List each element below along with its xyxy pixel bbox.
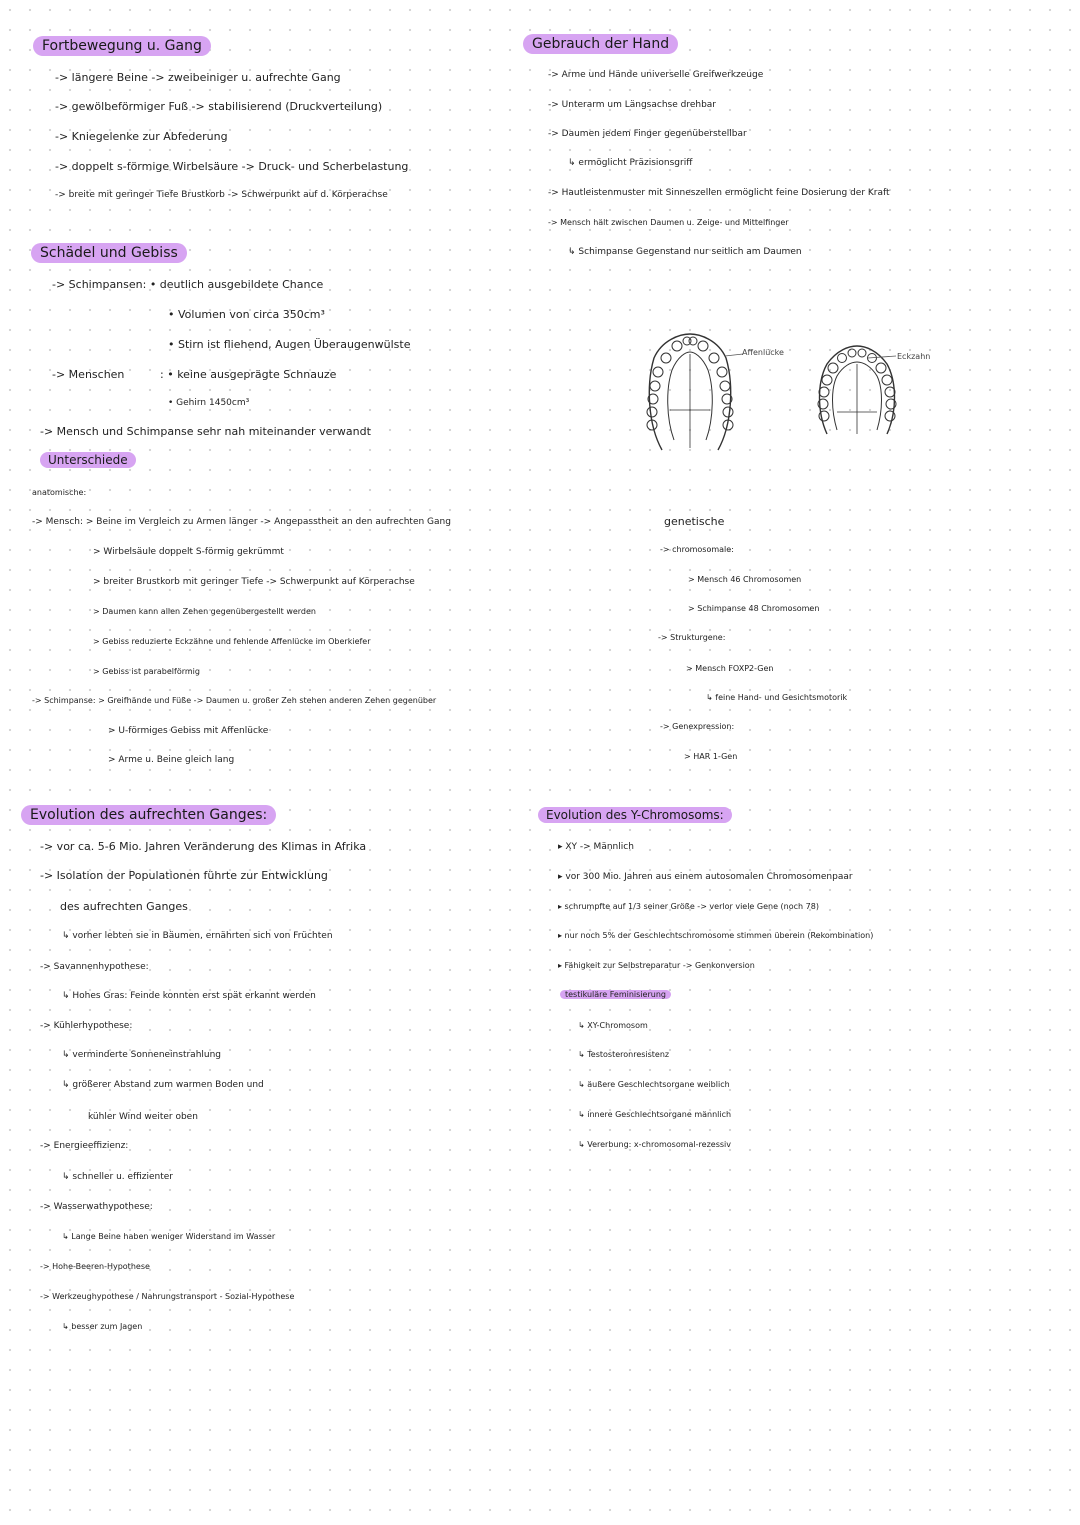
skull-line: -> Mensch und Schimpanse sehr nah miteinander verwandt — [40, 425, 371, 438]
differences-line: > Gebiss reduzierte Eckzähne und fehlende Affenlücke im Oberkiefer — [93, 637, 371, 646]
evolution-gang-line: ↳ Lange Beine haben weniger Widerstand im Wasser — [62, 1232, 276, 1241]
evolution-gang-line: kühler Wind weiter oben — [88, 1112, 198, 1122]
y-chrom-line: ▸ XY -> Männlich — [558, 842, 634, 852]
evolution-gang-line: ↳ verminderte Sonneneinstrahlung — [62, 1050, 222, 1060]
section-heading-unterschiede: Unterschiede — [40, 452, 136, 468]
y-chrom-line: ▸ Fähigkeit zur Selbstreparatur -> Genkonversion — [558, 961, 755, 970]
jaw-label-eckzahn: Eckzahn — [897, 352, 931, 361]
fortbewegung-line: -> doppelt s-förmige Wirbelsäure -> Druck- und Scherbelastung — [55, 160, 409, 173]
evolution-gang-line: -> Werkzeughypothese / Nahrungstransport - Sozial-Hypothese — [40, 1292, 295, 1301]
hand-line: -> Arme und Hände universelle Greifwerkzeuge — [548, 70, 764, 80]
genetic-line: -> Genexpression: — [660, 722, 735, 731]
hand-line: -> Hautleistenmuster mit Sinneszellen ermöglicht feine Dosierung der Kraft — [548, 188, 890, 198]
hand-line: -> Mensch hält zwischen Daumen u. Zeige- und Mittelfinger — [548, 218, 789, 227]
evolution-gang-line: des aufrechten Ganges — [60, 900, 188, 913]
y-chrom-line: ↳ Testosteronresistenz — [578, 1050, 670, 1059]
evolution-gang-line: -> vor ca. 5-6 Mio. Jahren Veränderung des Klimas in Afrika — [40, 840, 367, 853]
skull-line: -> Menschen — [52, 368, 125, 381]
y-chrom-line: ↳ XY-Chromosom — [578, 1021, 648, 1030]
genetic-line: -> chromosomale: — [660, 545, 734, 554]
hand-line: -> Daumen jedem Finger gegenüberstellbar — [548, 129, 747, 139]
genetic-line: > Schimpanse 48 Chromosomen — [688, 604, 820, 613]
evolution-gang-line: ↳ schneller u. effizienter — [62, 1172, 173, 1182]
y-chrom-line: ▸ vor 300 Mio. Jahren aus einem autosomalen Chromosomenpaar — [558, 872, 853, 882]
skull-line: : • keine ausgeprägte Schnauze — [160, 368, 337, 381]
differences-line: > Daumen kann allen Zehen gegenübergestellt werden — [93, 607, 316, 616]
hand-line: ↳ ermöglicht Präzisionsgriff — [568, 158, 693, 168]
differences-line: > U-förmiges Gebiss mit Affenlücke — [108, 726, 269, 736]
differences-line: -> Mensch: > Beine im Vergleich zu Armen länger -> Angepasstheit an den aufrechten Gang — [32, 517, 451, 527]
skull-line: -> Schimpansen: • deutlich ausgebildete Chance — [52, 278, 324, 291]
evolution-gang-line: -> Wasserwathypothese: — [40, 1202, 153, 1212]
chimpanzee-jaw-illustration — [640, 330, 740, 458]
y-chrom-line: ↳ Vererbung: x-chromosomal-rezessiv — [578, 1140, 731, 1149]
section-heading-evolution-gang: Evolution des aufrechten Ganges: — [21, 805, 276, 825]
differences-line: > Arme u. Beine gleich lang — [108, 755, 235, 765]
evolution-gang-line: ↳ vorher lebten sie in Bäumen, ernährten sich von Früchten — [62, 931, 333, 941]
evolution-gang-line: -> Energieeffizienz: — [40, 1141, 129, 1151]
evolution-gang-line: ↳ besser zum Jagen — [62, 1322, 143, 1331]
y-chrom-line: ▸ schrumpfte auf 1/3 seiner Größe -> verlor viele Gene (noch 78) — [558, 902, 819, 911]
section-heading-hand: Gebrauch der Hand — [523, 34, 678, 54]
section-heading-schaedel: Schädel und Gebiss — [31, 243, 187, 263]
section-heading-y-chromosom: Evolution des Y-Chromosoms: — [538, 807, 732, 823]
evolution-gang-line: -> Kühlerhypothese: — [40, 1021, 133, 1031]
genetic-line: -> Strukturgene: — [658, 633, 726, 642]
fortbewegung-line: -> längere Beine -> zweibeiniger u. aufrechte Gang — [55, 71, 341, 84]
skull-line: • Volumen von circa 350cm³ — [168, 308, 325, 321]
jaw-label-affenluecke: Affenlücke — [742, 348, 784, 357]
differences-line: > Gebiss ist parabelförmig — [93, 667, 200, 676]
y-chrom-line: ↳ innere Geschlechtsorgane männlich — [578, 1110, 732, 1119]
genetic-line: ↳ feine Hand- und Gesichtsmotorik — [706, 693, 848, 702]
differences-subheading: anatomische: — [32, 488, 87, 497]
testikulaere-feminisierung-highlight: testikuläre Feminisierung — [560, 990, 671, 999]
y-chrom-line: ▸ nur noch 5% der Geschlechtschromosome stimmen überein (Rekombination) — [558, 931, 874, 940]
differences-line: > breiter Brustkorb mit geringer Tiefe -> Schwerpunkt auf Körperachse — [93, 577, 415, 587]
evolution-gang-line: -> Isolation der Populationen führte zur Entwicklung — [40, 869, 328, 882]
differences-line: > Wirbelsäule doppelt S-förmig gekrümmt — [93, 547, 284, 557]
genetic-heading: genetische — [664, 515, 725, 528]
pointer-line-eckzahn — [868, 354, 896, 360]
y-chrom-line: ↳ äußere Geschlechtsorgane weiblich — [578, 1080, 730, 1089]
fortbewegung-line: -> breite mit geringer Tiefe Brustkorb -> Schwerpunkt auf d. Körperachse — [55, 190, 388, 200]
fortbewegung-line: -> Kniegelenke zur Abfederung — [55, 130, 228, 143]
skull-line: • Gehirn 1450cm³ — [168, 398, 250, 408]
hand-line: ↳ Schimpanse Gegenstand nur seitlich am Daumen — [568, 247, 802, 257]
hand-line: -> Unterarm um Längsachse drehbar — [548, 100, 716, 110]
pointer-line-affenluecke — [725, 352, 745, 360]
evolution-gang-line: -> Hohe-Beeren-Hypothese — [40, 1262, 150, 1271]
section-heading-fortbewegung: Fortbewegung u. Gang — [33, 36, 211, 56]
skull-line: • Stirn ist fliehend, Augen Überaugenwülste — [168, 338, 411, 351]
fortbewegung-line: -> gewölbeförmiger Fuß -> stabilisierend (Druckverteilung) — [55, 100, 383, 113]
evolution-gang-line: -> Savannenhypothese: — [40, 962, 149, 972]
differences-line: -> Schimpanse: > Greifhände und Füße -> Daumen u. großer Zeh stehen anderen Zehen gegenüber — [32, 696, 437, 705]
genetic-line: > Mensch FOXP2-Gen — [686, 664, 774, 673]
genetic-line: > HAR 1-Gen — [684, 752, 738, 761]
y-chrom-highlight-line — [560, 990, 671, 999]
evolution-gang-line: ↳ Hohes Gras: Feinde konnten erst spät erkannt werden — [62, 991, 316, 1001]
evolution-gang-line: ↳ größerer Abstand zum warmen Boden und — [62, 1080, 264, 1090]
genetic-line: > Mensch 46 Chromosomen — [688, 575, 802, 584]
